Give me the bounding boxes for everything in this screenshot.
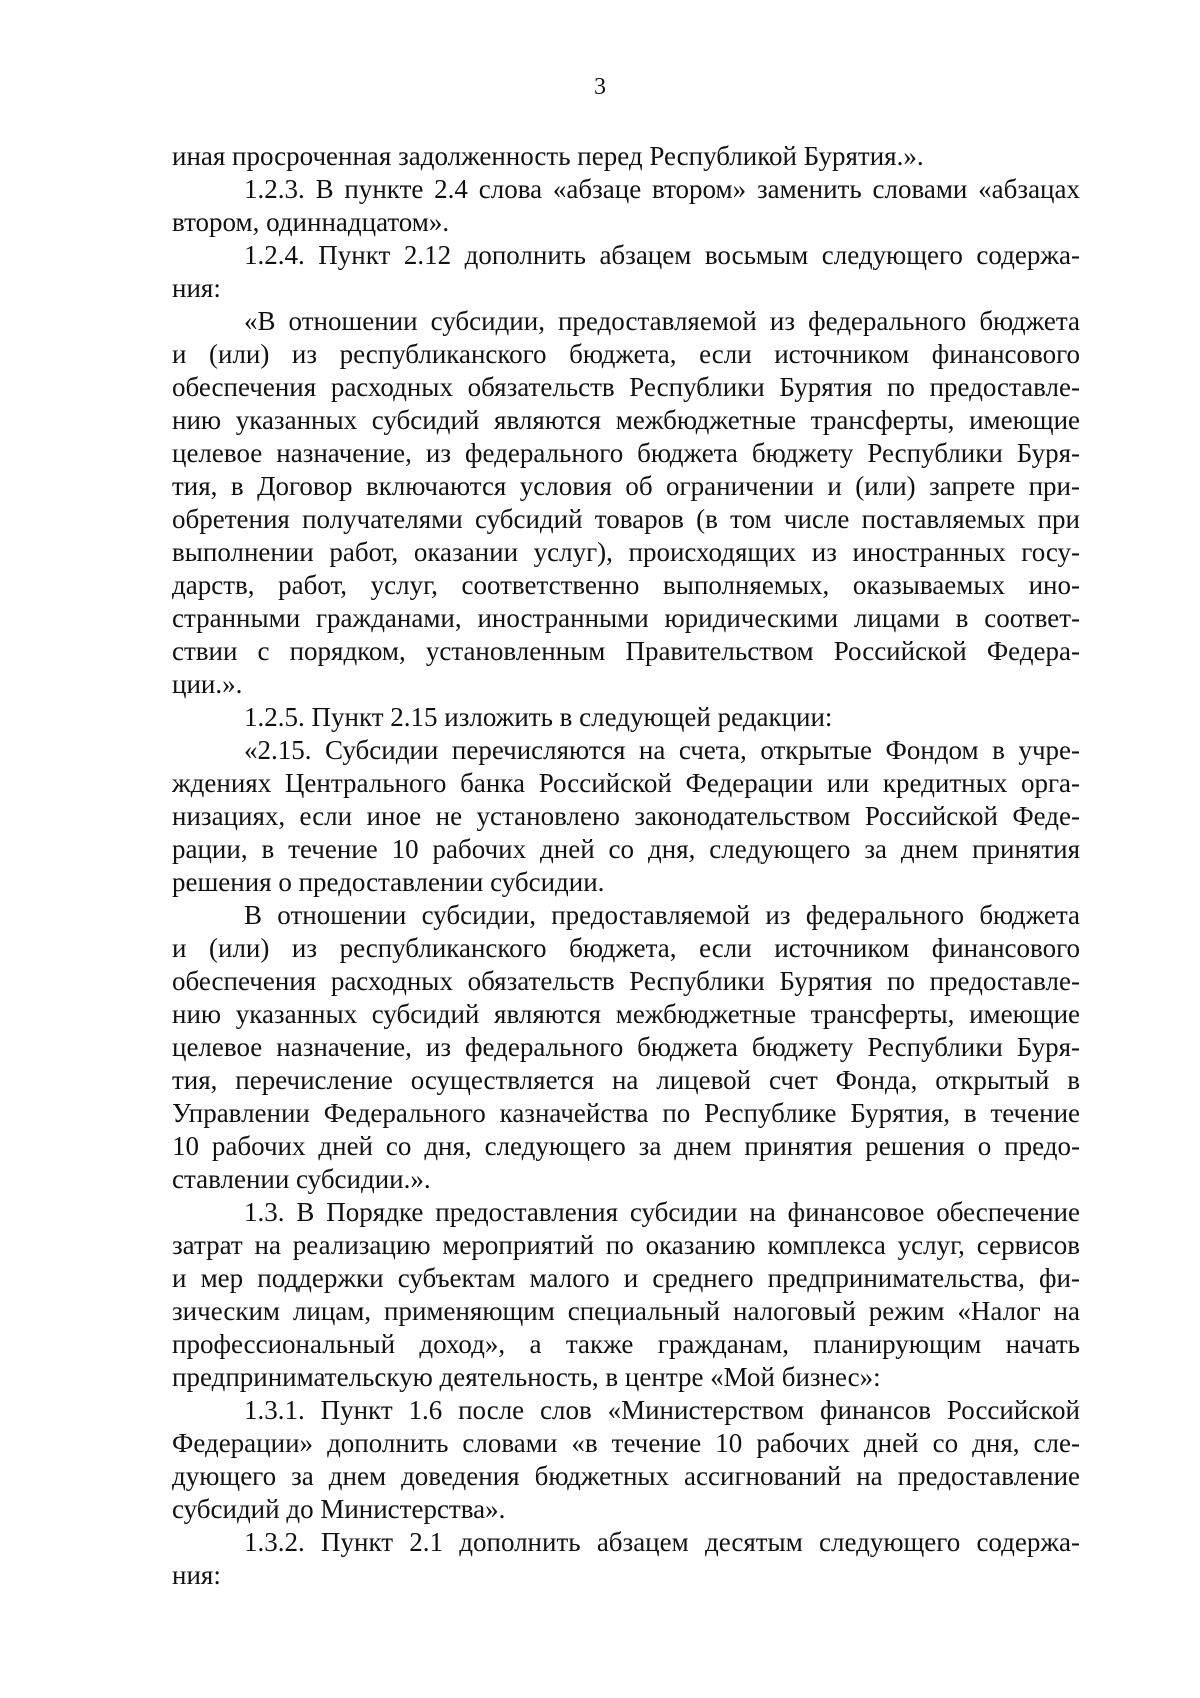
text-line: и мер поддержки субъектам малого и среднего предпринимательства, фи- <box>172 1263 1080 1293</box>
text-line: 1.2.4. Пункт 2.12 дополнить абзацем восьмым следующего содержа- <box>244 240 1080 270</box>
text-line: предпринимательскую деятельность, в центре «Мой бизнес»: <box>172 1362 881 1392</box>
text-line: Управлении Федерального казначейства по Республике Бурятия, в течение <box>172 1098 1080 1128</box>
text-line: В отношении субсидии, предоставляемой из федерального бюджета <box>244 900 1080 930</box>
text-line: нию указанных субсидий являются межбюджетные трансферты, имеющие <box>172 405 1080 435</box>
text-line: 1.2.3. В пункте 2.4 слова «абзаце втором» заменить словами «абзацах <box>244 174 1080 204</box>
text-line: 1.3.1. Пункт 1.6 после слов «Министерством финансов Российской <box>244 1395 1080 1425</box>
text-line: ции.». <box>172 669 243 699</box>
text-line: профессиональный доход», а также гражданам, планирующим начать <box>172 1329 1080 1359</box>
text-line: дарств, работ, услуг, соответственно выполняемых, оказываемых ино- <box>172 570 1080 600</box>
text-line: Федерации» дополнить словами «в течение 10 рабочих дней со дня, сле- <box>172 1428 1080 1458</box>
text-line: ния: <box>172 273 221 303</box>
text-line: втором, одиннадцатом». <box>172 207 450 237</box>
text-line: рации, в течение 10 рабочих дней со дня, следующего за днем принятия <box>172 834 1080 864</box>
text-line: 1.3. В Порядке предоставления субсидии на финансовое обеспечение <box>244 1197 1080 1227</box>
text-line: обеспечения расходных обязательств Республики Бурятия по предоставле- <box>172 966 1080 996</box>
text-line: целевое назначение, из федерального бюджета бюджету Республики Буря- <box>172 438 1080 468</box>
text-line: и (или) из республиканского бюджета, если источником финансового <box>172 933 1080 963</box>
text-line: затрат на реализацию мероприятий по оказанию комплекса услуг, сервисов <box>172 1230 1080 1260</box>
text-line: ствии с порядком, установленным Правительством Российской Федера- <box>172 636 1080 666</box>
text-line: целевое назначение, из федерального бюджета бюджету Республики Буря- <box>172 1032 1080 1062</box>
text-line: 10 рабочих дней со дня, следующего за днем принятия решения о предо- <box>172 1131 1080 1161</box>
text-line: «В отношении субсидии, предоставляемой из федерального бюджета <box>244 306 1080 336</box>
text-line: странными гражданами, иностранными юридическими лицами в соответ- <box>172 603 1080 633</box>
text-line: дующего за днем доведения бюджетных ассигнований на предоставление <box>172 1461 1080 1491</box>
text-line: иная просроченная задолженность перед Республикой Бурятия.». <box>172 141 924 171</box>
text-line: обеспечения расходных обязательств Республики Бурятия по предоставле- <box>172 372 1080 402</box>
text-line: 1.3.2. Пункт 2.1 дополнить абзацем десятым следующего содержа- <box>244 1527 1080 1557</box>
text-line: ставлении субсидии.». <box>172 1164 431 1194</box>
text-line: тия, перечисление осуществляется на лицевой счет Фонда, открытый в <box>172 1065 1080 1095</box>
document-body <box>172 140 1080 1592</box>
page-number: 3 <box>594 74 606 100</box>
text-line: ния: <box>172 1560 221 1590</box>
text-line: выполнении работ, оказании услуг), происходящих из иностранных госу- <box>172 537 1080 567</box>
text-line: обретения получателями субсидий товаров (в том числе поставляемых при <box>172 504 1080 534</box>
text-line: субсидий до Министерства». <box>172 1494 506 1524</box>
text-line: «2.15. Субсидии перечисляются на счета, открытые Фондом в учре- <box>244 735 1080 765</box>
text-line: нию указанных субсидий являются межбюджетные трансферты, имеющие <box>172 999 1080 1029</box>
text-line: решения о предоставлении субсидии. <box>172 867 605 897</box>
text-line: 1.2.5. Пункт 2.15 изложить в следующей редакции: <box>244 702 833 732</box>
text-line: и (или) из республиканского бюджета, если источником финансового <box>172 339 1080 369</box>
text-line: зическим лицам, применяющим специальный налоговый режим «Налог на <box>172 1296 1080 1326</box>
text-line: тия, в Договор включаются условия об ограничении и (или) запрете при- <box>172 471 1080 501</box>
text-line: низациях, если иное не установлено законодательством Российской Феде- <box>172 801 1080 831</box>
text-line: ждениях Центрального банка Российской Федерации или кредитных орга- <box>172 768 1080 798</box>
